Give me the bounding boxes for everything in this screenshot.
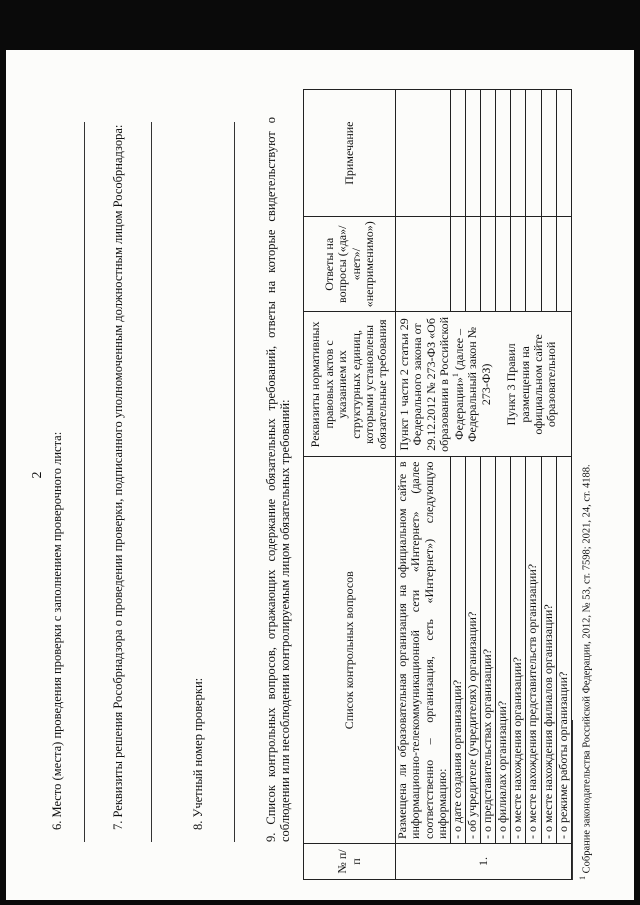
row-number: 1.	[396, 843, 572, 879]
note-cell[interactable]	[526, 90, 541, 217]
sub-question: - об учредителе (учредителях) организации?	[466, 457, 481, 843]
document-page	[6, 50, 634, 900]
sub-question: - о филиалах организации?	[496, 457, 511, 843]
header-requisites: Реквизиты нормативных правовых актов с указанием их структурных единиц, которыми установлены обязательные требования	[304, 312, 396, 457]
answer-cell[interactable]	[541, 217, 556, 312]
main-question: Размещена ли образовательная организация на официальном сайте в информационно-телекоммуникационной сети «Интернет» (далее соответственно – организация, сеть «Интернет») следующую информацию:	[396, 457, 451, 843]
header-note: Примечание	[304, 90, 396, 217]
field-line-place	[84, 122, 85, 842]
answer-cell[interactable]	[511, 217, 526, 312]
note-cell[interactable]	[496, 90, 511, 217]
footnote-mark: 1	[450, 373, 460, 378]
requisites-text-2: Пункт 3 Правил размещения на официальном сайте образовательной	[504, 334, 559, 435]
note-cell[interactable]	[541, 90, 556, 217]
sub-question: - о месте нахождения представительств организации?	[526, 457, 541, 843]
field-line-decision	[151, 122, 152, 842]
header-num: № п/п	[304, 843, 396, 879]
table-row	[526, 90, 541, 880]
table-row	[396, 90, 451, 880]
note-cell[interactable]	[396, 90, 451, 217]
answer-cell[interactable]	[496, 217, 511, 312]
requisites-cell	[396, 312, 572, 457]
table-row	[511, 90, 526, 880]
answer-cell[interactable]	[451, 217, 466, 312]
note-cell[interactable]	[556, 90, 571, 217]
requisites-text-1b: (далее – Федеральный закон № 273-ФЗ)	[451, 326, 493, 442]
footnote-separator	[572, 720, 573, 880]
table-row	[496, 90, 511, 880]
answer-cell[interactable]	[466, 217, 481, 312]
field-inspection-number: 8. Учетный номер проверки:	[191, 677, 205, 830]
note-cell[interactable]	[481, 90, 496, 217]
header-questions: Список контрольных вопросов	[304, 457, 396, 843]
sub-question: - о режиме работы организации?	[556, 457, 571, 843]
table-row	[451, 90, 466, 880]
table-row	[466, 90, 481, 880]
field-inspection-decision: 7. Реквизиты решения Рособрнадзора о проведении проверки, подписанного уполномоченным должностным лицом Рособрнадзора:	[111, 124, 125, 830]
sub-question: - о месте нахождения филиалов организации?	[541, 457, 556, 843]
note-cell[interactable]	[451, 90, 466, 217]
answer-cell[interactable]	[556, 217, 571, 312]
table-row	[481, 90, 496, 880]
footnote-number: 1	[578, 876, 587, 880]
table-header-row	[304, 90, 396, 880]
header-answers: Ответы на вопросы («да»/ «нет»/ «неприменимо»)	[304, 217, 396, 312]
page-number: 2	[30, 471, 45, 479]
answer-cell[interactable]	[481, 217, 496, 312]
note-cell[interactable]	[511, 90, 526, 217]
table-row	[541, 90, 556, 880]
footnote-text: Собрание законодательства Российской Федерации, 2012, № 53, ст. 7598; 2021, 24, ст. 4188.	[581, 464, 593, 874]
table-row	[556, 90, 571, 880]
field-inspection-place: 6. Место (места) проведения проверки с заполнением проверочного листа:	[50, 431, 64, 830]
sub-question: - о дате создания организации?	[451, 457, 466, 843]
control-questions-table	[303, 89, 572, 880]
answer-cell[interactable]	[526, 217, 541, 312]
sub-question: - о представительствах организации?	[481, 457, 496, 843]
requisites-text-1: Пункт 1 части 2 статьи 29 Федерального закона от 29.12.2012 № 273-ФЗ «Об образовании в Российской Федерации»	[397, 316, 466, 452]
note-cell[interactable]	[466, 90, 481, 217]
sub-question: - о месте нахождения организации?	[511, 457, 526, 843]
section-9-intro: 9. Список контрольных вопросов, отражающих содержание обязательных требований, ответы на которые свидетельствуют о соблюдении или несоблюдении контролируемым лицом обязательных требований:	[264, 117, 293, 842]
field-line-number	[234, 122, 235, 842]
answer-cell[interactable]	[396, 217, 451, 312]
footnote	[578, 464, 594, 880]
rotated-page-content	[6, 50, 634, 900]
